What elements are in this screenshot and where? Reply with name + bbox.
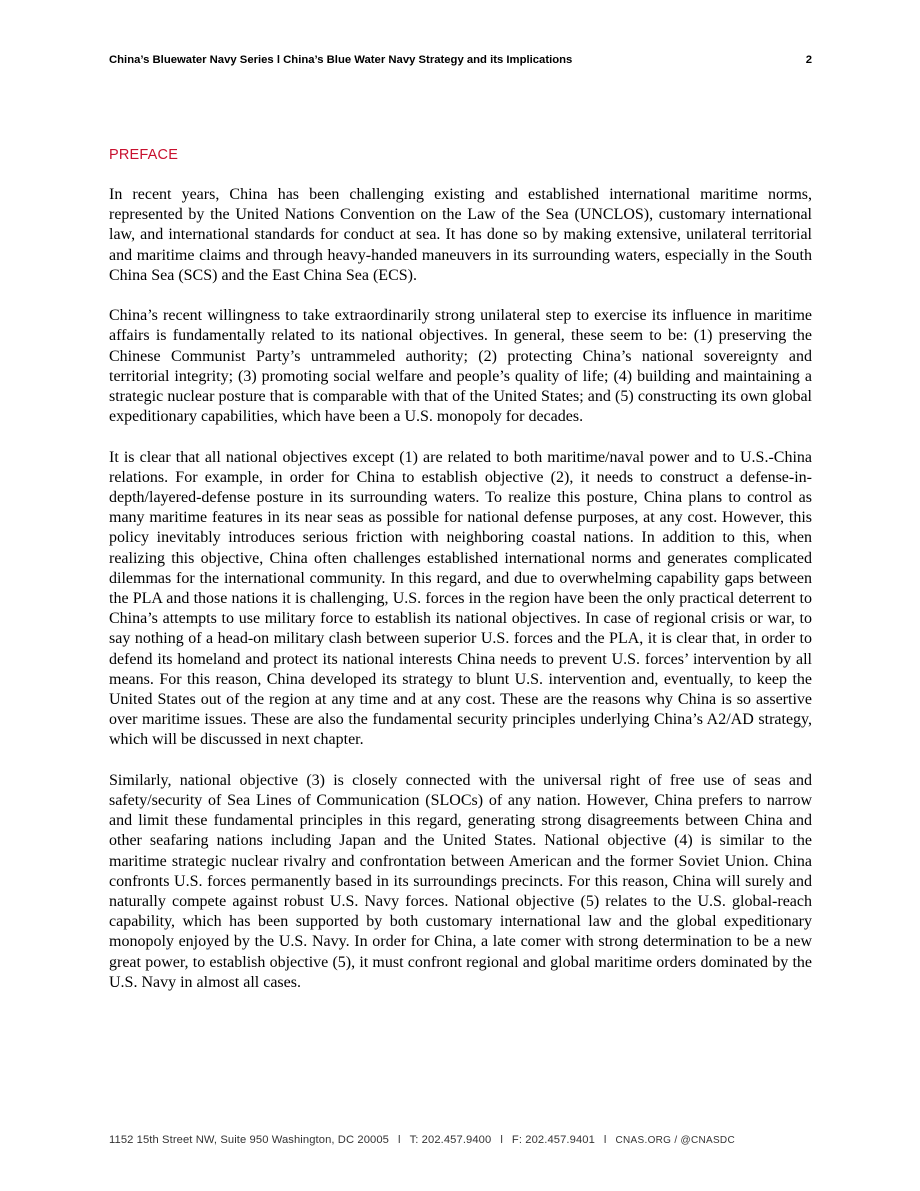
footer-fax: F: 202.457.9401 [511,1134,595,1146]
paragraph: China’s recent willingness to take extraordinarily strong unilateral step to exercise its influence in maritime affairs is fundamentally related to its national objectives. In general, these seem to be: (1) preserving the Chinese Communist Party’s untrammeled authority; (2) protecting China’s national sovereignty and territorial integrity; (3) promoting social welfare and people’s quality of life; (4) building and maintaining a strategic nuclear posture that is comparable with that of the United States; and (5) constructing its own global expeditionary capabilities, which have been a U.S. monopoly for decades. [109,307,812,426]
footer-separator: l [397,1134,401,1146]
paragraph: In recent years, China has been challenging existing and established international maritime norms, represented by the United Nations Convention on the Law of the Sea (UNCLOS), customary international law, and international standards for conduct at sea. It has done so by making extensive, unilateral territorial and maritime claims and through heavy-handed maneuvers in its surrounding waters, especially in the South China Sea (SCS) and the East China Sea (ECS). [109,186,812,284]
section-title: PREFACE [109,147,179,163]
footer-address: 1152 15th Street NW, Suite 950 Washington, DC 20005 [109,1134,389,1146]
header-title: China’s Bluewater Navy Series l China’s Blue Water Navy Strategy and its Implications [109,54,573,66]
paragraph: It is clear that all national objectives except (1) are related to both maritime/naval power and to U.S.-China relations. For example, in order for China to establish objective (2), it needs to construct a defense-in-depth/layered-defense posture in its surrounding waters. To realize this posture, China plans to control as many maritime features in its near seas as possible for national defense purposes, at any cost. However, this policy inevitably introduces serious friction with neighboring coastal nations. In addition to this, when realizing this objective, China often challenges established international norms and generates complicated dilemmas for the international community. In this regard, and due to overwhelming capability gaps between the PLA and those nations it is challenging, U.S. forces in the region have been the only practical deterrent to China’s attempts to use military force to establish its national objectives. In case of regional crisis or war, to say nothing of a head-on military clash between superior U.S. forces and the PLA, it is clear that, in order to defend its homeland and protect its national interests China needs to prevent U.S. forces’ intervention by all means. For this reason, China developed its strategy to blunt U.S. intervention and, eventually, to keep the United States out of the region at any time and at any cost. These are the reasons why China is so assertive over maritime issues. These are also the fundamental security principles underlying China’s A2/AD strategy, which will be discussed in next chapter. [109,448,812,749]
footer-telephone: T: 202.457.9400 [409,1134,492,1146]
running-header [109,54,812,70]
page-number: 2 [805,54,812,66]
footer-separator: l [603,1134,607,1146]
body-text [109,185,812,1013]
footer-web: CNAS.ORG / @CNASDC [615,1135,735,1146]
page-footer [109,1134,735,1146]
footer-separator: l [500,1134,503,1146]
paragraph: Similarly, national objective (3) is closely connected with the universal right of free use of seas and safety/security of Sea Lines of Communication (SLOCs) of any nation. However, China prefers to narrow and limit these fundamental principles in this regard, generating strong disagreements between China and other seafaring nations including Japan and the United States. National objective (4) is similar to the maritime strategic nuclear rivalry and confrontation between American and the former Soviet Union. China confronts U.S. forces permanently based in its surroundings precincts. For this reason, China will surely and naturally compete against robust U.S. Navy forces. National objective (5) relates to the U.S. global-reach capability, which has been supported by both customary international law and the global expeditionary monopoly enjoyed by the U.S. Navy. In order for China, a late comer with strong determination to be a new great power, to establish objective (5), it must confront regional and global maritime orders dominated by the U.S. Navy in almost all cases. [109,771,812,991]
